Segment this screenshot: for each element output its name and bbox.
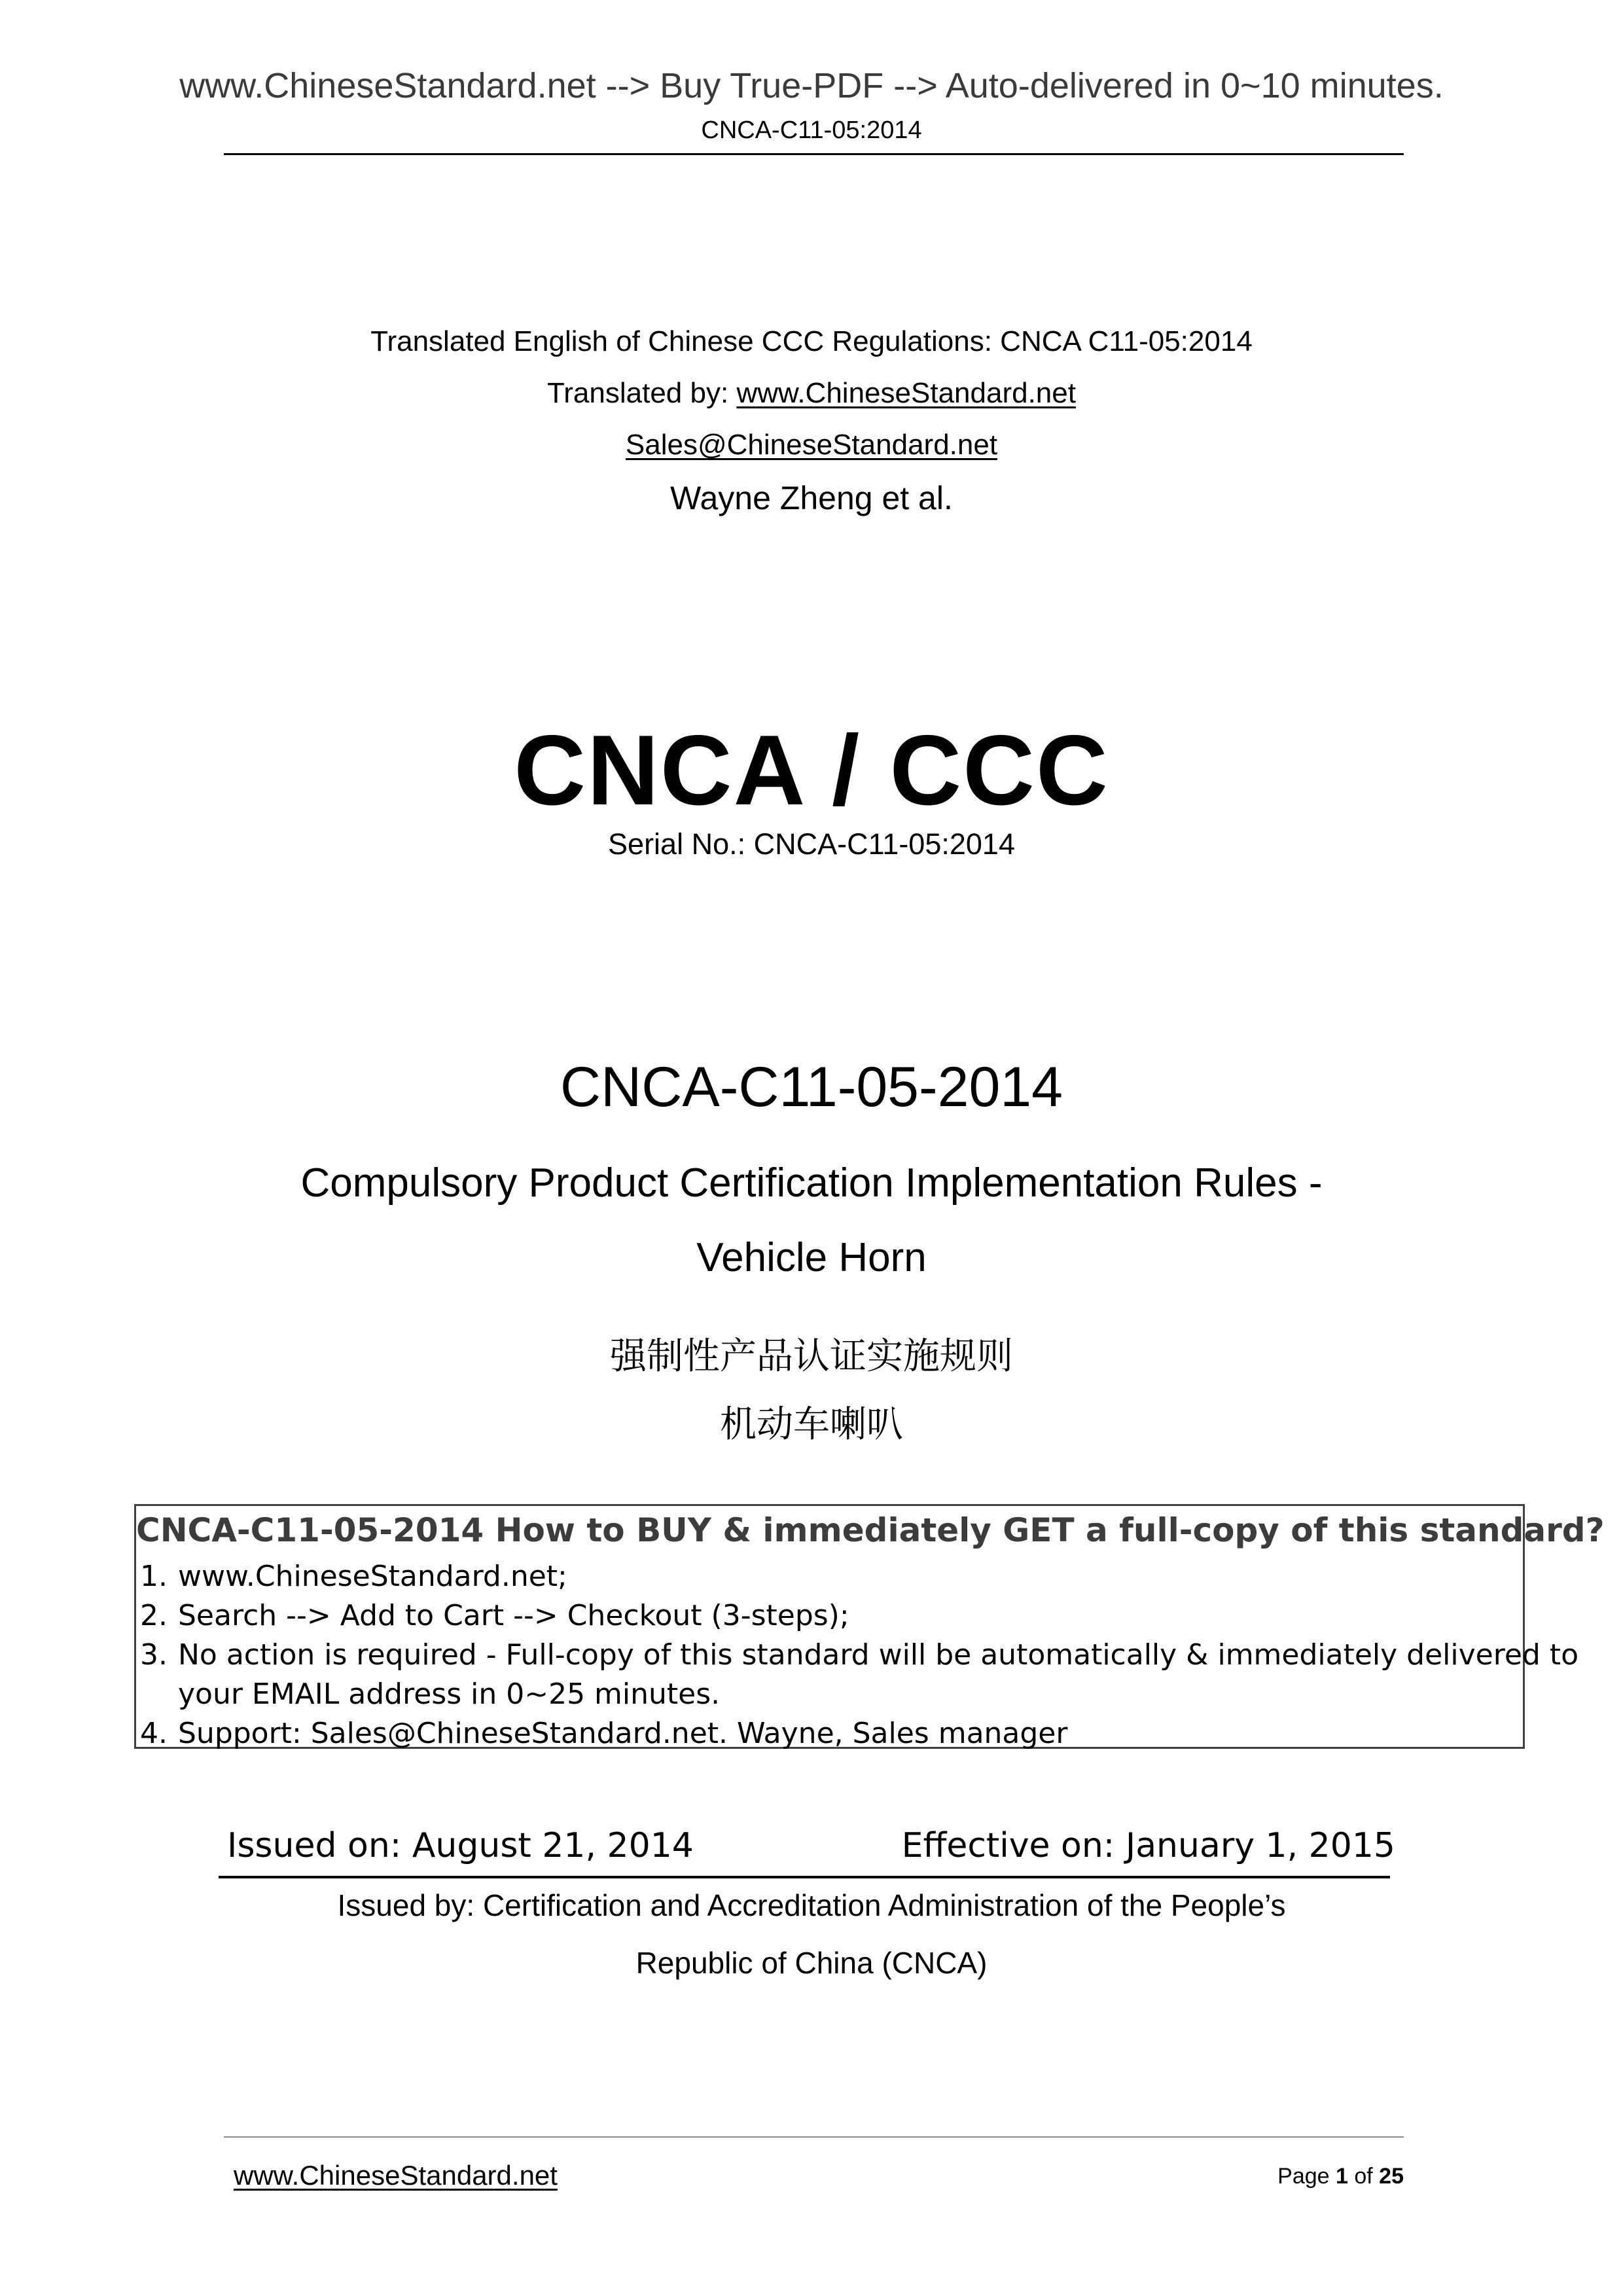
title-en-line1: Compulsory Product Certification Implementation Rules - (300, 1160, 1323, 1206)
page-label: Page (1277, 2164, 1336, 2189)
footer-divider (224, 2136, 1404, 2138)
title-cn-line2: 机动车喇叭 (720, 1403, 903, 1446)
issue-divider (219, 1876, 1390, 1878)
page-of: of (1347, 2164, 1380, 2189)
step-number: 3. (140, 1638, 168, 1672)
title-cn-line1: 强制性产品认证实施规则 (610, 1335, 1013, 1378)
purchase-step-2 (140, 1599, 849, 1632)
page-current: 1 (1336, 2164, 1348, 2189)
title-en-line2: Vehicle Horn (696, 1235, 927, 1280)
header-divider (224, 153, 1404, 155)
step-number: 1. (140, 1560, 168, 1593)
footer-site-link[interactable]: www.ChineseStandard.net (234, 2160, 558, 2191)
serial-number: Serial No.: CNCA-C11-05:2014 (608, 827, 1015, 861)
header-banner: www.ChineseStandard.net --> Buy True-PDF --> Auto-delivered in 0~10 minutes. (179, 66, 1444, 105)
purchase-step-1 (140, 1560, 567, 1593)
purchase-step-3 (140, 1638, 1579, 1711)
translator: Wayne Zheng et al. (670, 480, 953, 516)
translated-line: Translated English of Chinese CCC Regulations: CNCA C11-05:2014 (370, 325, 1253, 357)
sales-email-link[interactable]: Sales@ChineseStandard.net (625, 429, 998, 461)
header-doc-code: CNCA-C11-05:2014 (701, 117, 922, 144)
step-number: 4. (140, 1717, 168, 1750)
step-number: 2. (140, 1599, 168, 1632)
sales-email-line (0, 429, 1623, 461)
issued-by-line2: Republic of China (CNCA) (635, 1946, 988, 1980)
page-total: 25 (1379, 2164, 1404, 2189)
step-text: No action is required - Full-copy of this standard will be automatically & immediately delivered to (178, 1638, 1579, 1672)
purchase-info-box (134, 1504, 1605, 1750)
standard-code: CNCA-C11-05-2014 (560, 1056, 1063, 1119)
translated-by (0, 377, 1623, 410)
purchase-box-title: CNCA-C11-05-2014 How to BUY & immediately GET a full-copy of this standard? (136, 1511, 1605, 1549)
translated-by-link[interactable]: www.ChineseStandard.net (736, 377, 1076, 409)
page-number (1277, 2164, 1404, 2189)
issued-by-line1: Issued by: Certification and Accreditation Administration of the People’s (337, 1888, 1286, 1922)
step-text: Search --> Add to Cart --> Checkout (3-steps); (178, 1599, 849, 1632)
step-text[interactable]: www.ChineseStandard.net; (178, 1560, 567, 1593)
issued-on: Issued on: August 21, 2014 (227, 1826, 694, 1865)
step-text: Support: Sales@ChineseStandard.net. Wayne, Sales manager (178, 1717, 1068, 1750)
step-text-continuation: your EMAIL address in 0~25 minutes. (178, 1677, 721, 1711)
effective-on: Effective on: January 1, 2015 (901, 1826, 1395, 1865)
purchase-step-4 (140, 1717, 1067, 1750)
main-heading: CNCA / CCC (514, 715, 1109, 826)
translated-by-label: Translated by: (547, 377, 737, 409)
